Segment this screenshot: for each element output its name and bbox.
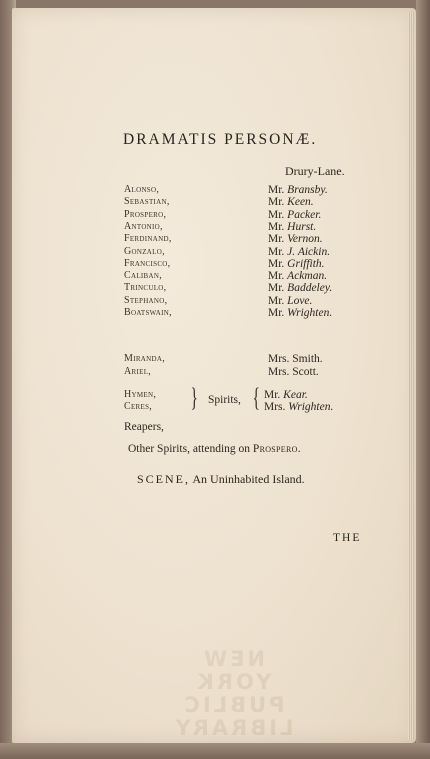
role-ariel: Ariel, [124,366,152,377]
actor-prefix: Mr. [268,307,285,319]
actor-name [268,307,332,319]
right-brace: } [190,383,198,412]
actor-name [268,184,328,196]
actor-name [268,209,321,221]
actor-prefix: Mr. [268,209,285,221]
actor-prefix: Mr. [268,295,285,307]
role-name: Sebastian, [124,196,170,207]
role-name: Prospero, [124,209,167,220]
actor-miranda: Mrs. Smith. [268,353,323,365]
actor-prefix: Mrs. [264,401,286,413]
role-name: Gonzalo, [124,246,165,257]
actor-prefix: Mr. [268,282,285,294]
role-name: Caliban, [124,270,163,281]
book-page [12,8,416,743]
actor-name [268,246,330,258]
actor-surname: Griffith. [287,258,325,270]
role-ceres: Ceres, [124,401,153,412]
role-miranda: Miranda, [124,353,166,364]
actor-prefix: Mr. [268,270,285,282]
actor-surname: Love. [287,295,313,307]
actor-prefix: Mr. [268,246,285,258]
role-name: Trinculo, [124,282,167,293]
actor-name [268,233,323,245]
actor-prefix: Mr. [268,184,285,196]
actor-surname: Ackman. [287,270,328,282]
actor-prefix: Mr. [264,389,281,401]
stamp-line: PUBLIC [181,693,285,717]
actor-surname: Bransby. [287,184,328,196]
actor-surname: Keen. [287,196,314,208]
actor-name [268,295,312,307]
other-spirits-line [128,443,301,455]
role-name: Stephano, [124,295,168,306]
spirits-label: Spirits, [208,394,241,406]
stamp-line: LIBRARY [172,716,294,740]
actor-name [268,258,325,270]
scene-line [137,472,305,487]
role-name: Alonso, [124,184,160,195]
other-spirits-text: Other Spirits, attending on [128,443,251,455]
actor-surname: Hurst. [287,221,317,233]
actor-ariel: Mrs. Scott. [268,366,319,378]
actor-surname: Kear. [283,389,308,401]
role-name: Ferdinand, [124,233,172,244]
actor-prefix: Mr. [268,196,285,208]
stamp-line: NEW YORK [194,647,272,694]
actor-surname: Wrighten. [287,307,333,319]
scene-text: An Uninhabited Island. [192,472,305,486]
actor-surname: Vernon. [287,233,323,245]
theatre-heading: Drury-Lane. [285,164,345,178]
actor-name [268,196,314,208]
left-brace: { [252,383,260,412]
actor-name [268,282,332,294]
actor-prefix: Mr. [268,258,285,270]
catchword: THE [333,532,362,544]
actor-ceres [264,401,333,413]
role-name: Francisco, [124,258,171,269]
scene-label: SCENE, [137,472,191,486]
other-spirits-name: Prospero. [252,443,301,455]
actor-prefix: Mr. [268,233,285,245]
book-binding-right [416,0,430,759]
library-stamp [158,647,308,740]
actor-hymen [264,389,308,401]
reapers-line: Reapers, [124,421,164,433]
role-name: Boatswain, [124,307,172,318]
role-hymen: Hymen, [124,389,157,400]
book-binding-bottom [0,743,430,759]
page-title: DRAMATIS PERSONÆ. [123,131,318,148]
actor-surname: Baddeley. [287,282,333,294]
actor-prefix: Mr. [268,221,285,233]
actor-surname: Wrighten. [288,401,334,413]
actor-name [268,221,316,233]
actor-surname: J. Aickin. [287,246,331,258]
actor-surname: Packer. [287,209,322,221]
actor-name [268,270,327,282]
role-name: Antonio, [124,221,163,232]
page-edges [408,12,414,740]
